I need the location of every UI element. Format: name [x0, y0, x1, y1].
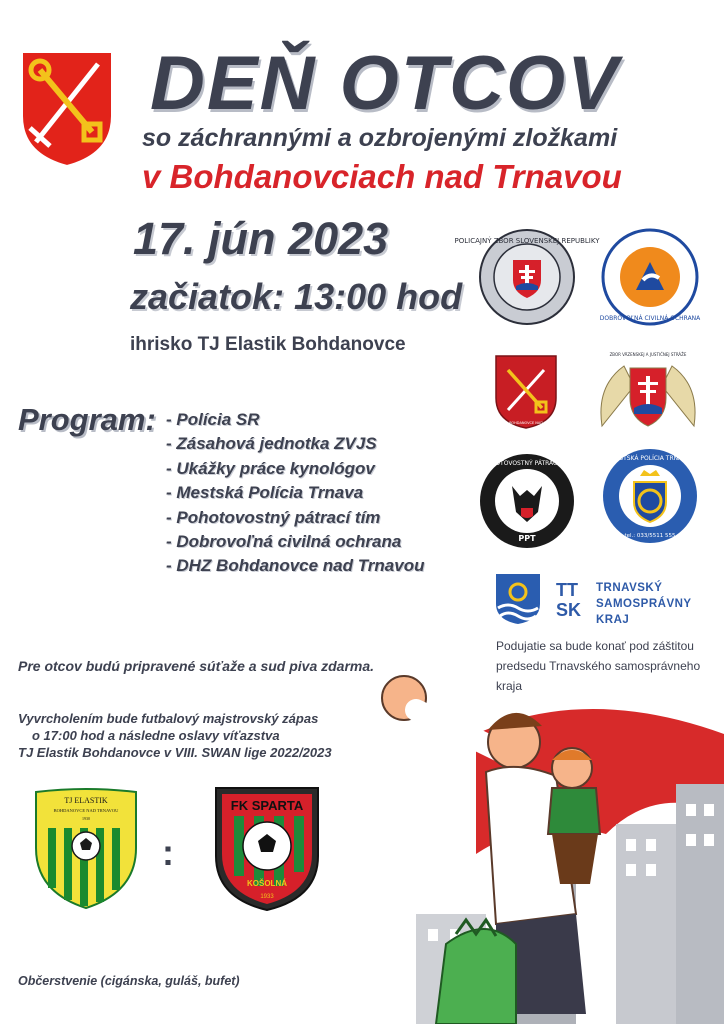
program-item: - Mestská Polícia Trnava	[166, 483, 364, 503]
home-crest-mid: BOHDANOVCE NAD TRNAVOU	[53, 808, 119, 813]
away-crest-bottom: KOŠOLNÁ	[247, 879, 287, 888]
ttsk-line-1: TRNAVSKÝ	[596, 582, 663, 594]
ttsk-line-2: SAMOSPRÁVNY	[596, 598, 692, 610]
event-subtitle: so záchrannými a ozbrojenými zložkami	[142, 124, 618, 152]
ttsk-logo-top: TT	[556, 580, 578, 600]
program-list	[166, 410, 425, 581]
away-crest-top: FK SPARTA	[230, 798, 304, 813]
competitions-note: Pre otcov budú pripravené súťaže a sud piva zdarma.	[18, 658, 375, 674]
program-item: - Zásahová jednotka ZVJS	[166, 434, 377, 454]
event-date: 17. jún 2023	[133, 213, 389, 264]
ttsk-logo-bottom: SK	[556, 600, 582, 620]
away-crest-year: 1933	[260, 894, 274, 900]
superhero-father-illustration	[376, 664, 724, 1024]
civil-protection-logo-text: DOBROVOĽNÁ CIVILNÁ OCHRANA	[599, 315, 701, 322]
home-crest-top: TJ ELASTIK	[64, 796, 108, 805]
match-separator: :	[162, 832, 174, 873]
ttsk-name	[596, 580, 692, 628]
event-location: v Bohdanovciach nad Trnavou	[142, 158, 622, 195]
program-item: - Dobrovoľná civilná ochrana	[166, 531, 402, 551]
patronage-line-2: predsedu Trnavského samosprávneho kraja	[496, 659, 701, 693]
program-item: - DHZ Bohdanovce nad Trnavou	[166, 556, 425, 576]
event-title: DEŇ OTCOV	[150, 41, 620, 126]
refreshments-note: Občerstvenie (cigánska, guláš, bufet)	[18, 974, 240, 988]
program-item: - Ukážky práce kynológov	[166, 458, 375, 478]
match-info	[18, 710, 332, 761]
police-logo-icon	[454, 228, 600, 326]
city-police-logo-icon	[600, 446, 700, 546]
ppt-logo-icon	[478, 452, 576, 550]
event-venue: ihrisko TJ Elastik Bohdanovce	[130, 334, 406, 355]
ppt-ring-text: POHOTOVOSTNÝ PÁTRACÍ TÍM	[482, 460, 572, 467]
city-police-ring-text: MESTSKÁ POLÍCIA TRNAVA	[610, 455, 690, 462]
match-line-2: o 17:00 hod a následne oslavy víťazstva	[32, 728, 280, 743]
match-line-3: TJ Elastik Bohdanovce v VIII. SWAN lige 2022/2023	[18, 745, 332, 760]
coat-of-arms-icon	[20, 50, 114, 168]
match-line-1: Vyvrcholením bude futbalový majstrovský zápas	[18, 711, 319, 726]
zvjs-emblem-icon	[594, 346, 702, 432]
ttsk-line-3: KRAJ	[596, 614, 630, 626]
municipal-coat-small-text: HRADKO · BOHDANOVCE NAD TRNAVOU	[490, 421, 562, 425]
event-start-time: začiatok: 13:00 hod	[130, 276, 463, 317]
civil-protection-logo-icon	[601, 228, 699, 326]
city-police-phone: tel.: 033/5511 555	[624, 533, 676, 539]
ppt-short-text: PPT	[518, 534, 536, 543]
home-crest-year: 1930	[82, 816, 90, 821]
trnava-region-coat-icon	[494, 572, 542, 626]
away-team-crest-icon	[214, 786, 320, 912]
program-label: Program:	[18, 402, 156, 437]
home-team-crest-icon	[34, 788, 138, 912]
patronage-line-1: Podujatie sa bude konať pod záštitou	[496, 639, 694, 653]
police-logo-text: POLICAJNÝ ZBOR SLOVENSKEJ REPUBLIKY	[454, 237, 600, 245]
ttsk-logo	[556, 580, 581, 620]
program-item: - Pohotovostný pátrací tím	[166, 507, 381, 527]
zvjs-emblem-text: ZBOR VÄZENSKEJ A JUSTIČNEJ STRÁŽE	[609, 352, 687, 357]
program-item: - Polícia SR	[166, 410, 260, 429]
municipal-coat-small-icon	[490, 354, 562, 430]
